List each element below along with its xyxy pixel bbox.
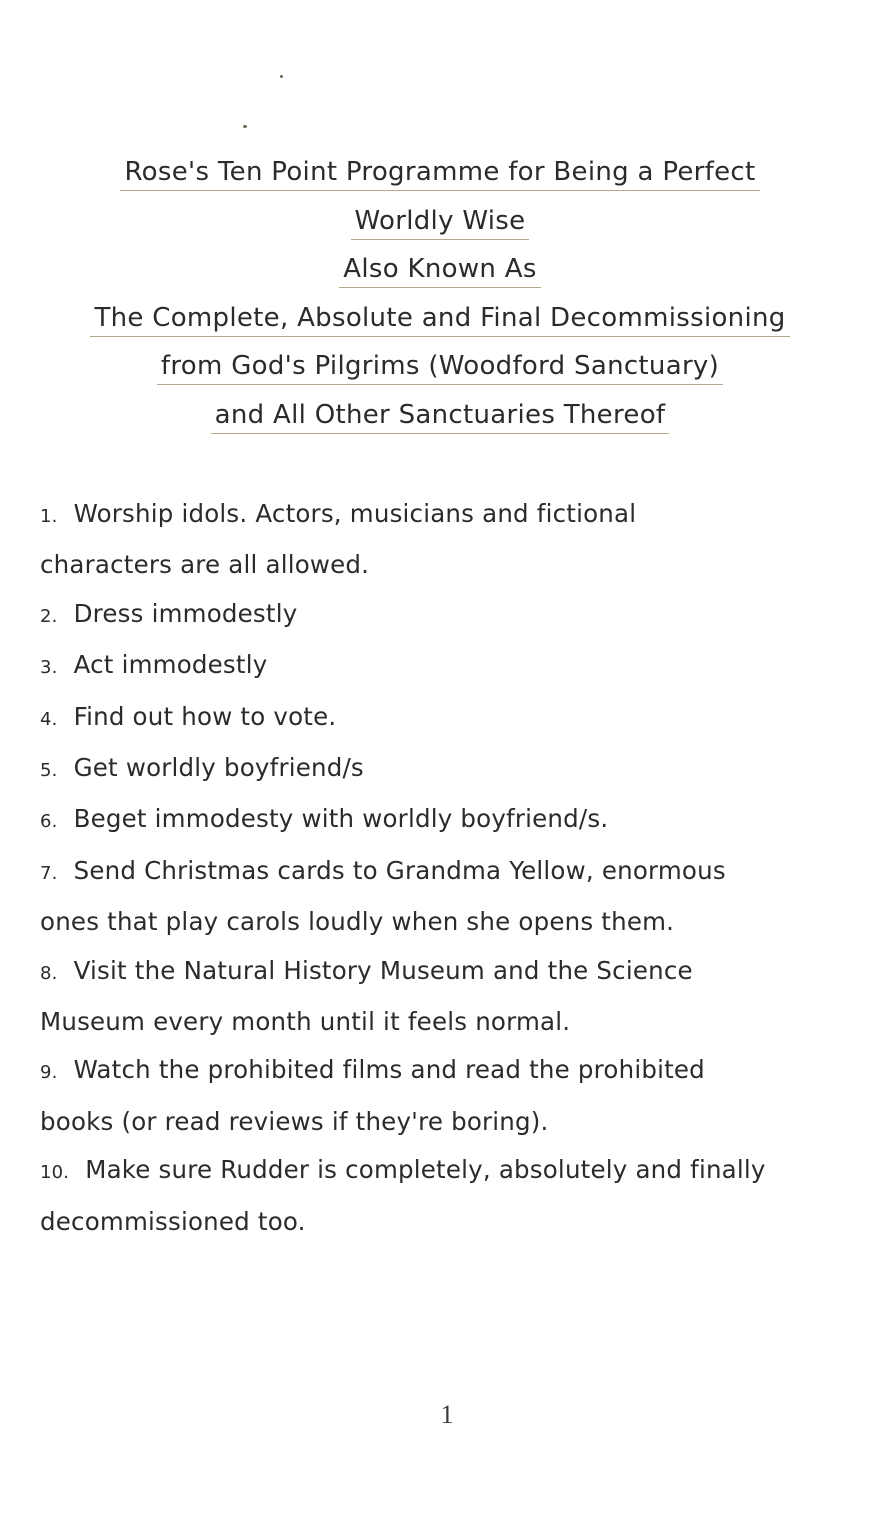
list-item (40, 947, 820, 998)
list-item (40, 795, 820, 846)
list-item (40, 847, 820, 898)
list-item-text: Act immodestly (73, 650, 268, 680)
list-item (40, 1146, 820, 1197)
list-item-text: Dress immodestly (73, 598, 298, 628)
list-number: 5. (40, 760, 58, 782)
list-item (40, 590, 820, 641)
list-number: 1. (40, 506, 58, 527)
ink-speck (243, 125, 247, 128)
programme-list (40, 490, 820, 1246)
heading-line (60, 391, 820, 440)
list-number: 3. (40, 657, 58, 679)
list-item-continuation: decommissioned too. (40, 1206, 306, 1236)
list-item-text: Beget immodesty with worldly boyfriend/s. (73, 804, 609, 834)
heading-line-text: and All Other Sanctuaries Thereof (211, 397, 670, 434)
list-item-text: Find out how to vote. (73, 701, 337, 731)
ink-speck (280, 75, 283, 78)
heading-line (60, 197, 820, 246)
list-item-text: Make sure Rudder is completely, absolutely and finally (85, 1155, 766, 1185)
list-item (40, 641, 820, 692)
heading-line (60, 148, 820, 197)
list-item-text: Worship idols. Actors, musicians and fictional (73, 499, 637, 528)
list-item-continuation: Museum every month until it feels normal. (40, 1007, 571, 1037)
list-item (40, 490, 820, 541)
page-heading (60, 148, 820, 440)
heading-line (60, 342, 820, 391)
list-number: 4. (40, 708, 58, 730)
list-item-text: Send Christmas cards to Grandma Yellow, enormous (73, 855, 726, 885)
heading-line-text: from God's Pilgrims (Woodford Sanctuary) (157, 348, 723, 385)
list-item-continuation: ones that play carols loudly when she opens them. (40, 907, 675, 937)
list-item-text: Visit the Natural History Museum and the Science (73, 955, 693, 985)
heading-line-text: The Complete, Absolute and Final Decommissioning (90, 300, 789, 337)
list-item-text: Get worldly boyfriend/s (73, 753, 364, 783)
list-item-continuation: characters are all allowed. (40, 550, 370, 580)
list-item-continuation: books (or read reviews if they're boring). (40, 1106, 549, 1136)
heading-line-text: Also Known As (339, 251, 540, 288)
list-item (40, 744, 820, 795)
list-item (40, 1046, 820, 1097)
heading-line (60, 294, 820, 343)
page-number: 1 (440, 1400, 454, 1429)
list-number: 7. (40, 862, 58, 884)
heading-line-text: Rose's Ten Point Programme for Being a Perfect (120, 154, 759, 191)
list-number: 10. (40, 1162, 70, 1184)
heading-line-text: Worldly Wise (351, 203, 530, 240)
list-number: 2. (40, 605, 58, 627)
list-item (40, 693, 820, 744)
list-number: 8. (40, 962, 58, 984)
heading-line (60, 245, 820, 294)
list-item-text: Watch the prohibited films and read the prohibited (73, 1055, 705, 1085)
list-number: 9. (40, 1062, 58, 1084)
list-number: 6. (40, 811, 58, 833)
